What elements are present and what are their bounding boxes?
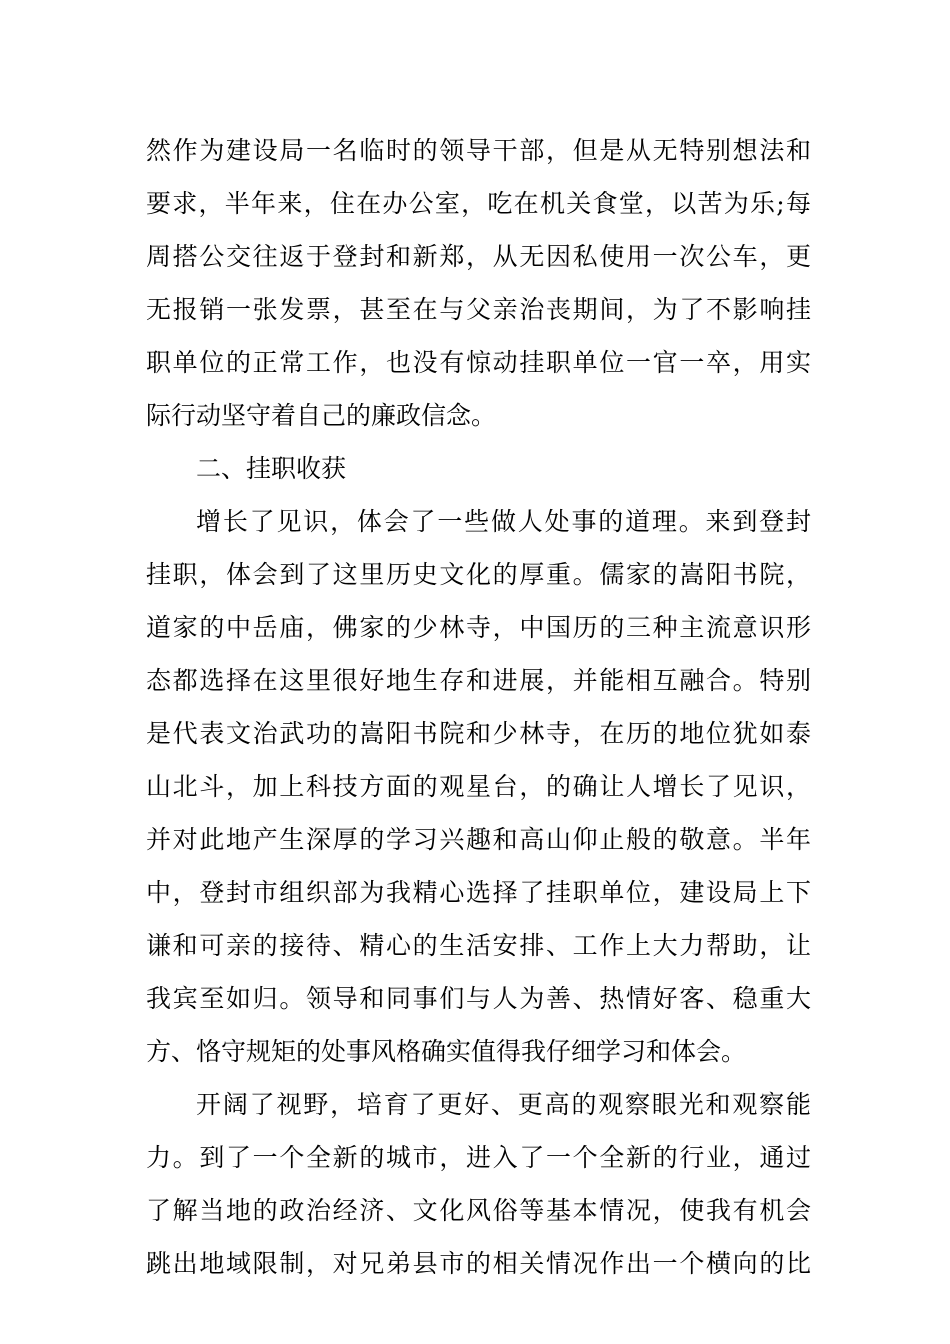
text-line (146, 283, 811, 336)
line-text: 无报销一张发票，甚至在与父亲治丧期间，为了不影响挂 (146, 295, 811, 324)
line-text: 我宾至如归。领导和同事们与人为善、热情好客、稳重大 (146, 984, 811, 1013)
text-line (146, 601, 811, 654)
text-line (146, 813, 811, 866)
line-text: 并对此地产生深厚的学习兴趣和高山仰止般的敬意。半年 (146, 825, 811, 854)
line-text: 态都选择在这里很好地生存和进展，并能相互融合。特别 (146, 666, 811, 695)
text-line (146, 495, 811, 548)
line-text: 道家的中岳庙，佛家的少林寺，中国历的三种主流意识形 (146, 613, 811, 642)
line-text: 方、恪守规矩的处事风格确实值得我仔细学习和体会。 (146, 1037, 747, 1066)
heading-text: 二、挂职收获 (196, 454, 347, 483)
line-text: 职单位的正常工作，也没有惊动挂职单位一官一卒，用实 (146, 348, 811, 377)
text-line (146, 919, 811, 972)
text-line (146, 1184, 811, 1237)
text-line (146, 707, 811, 760)
line-text: 力。到了一个全新的城市，进入了一个全新的行业，通过 (146, 1143, 811, 1172)
line-text: 增长了见识，体会了一些做人处事的道理。来到登封 (196, 507, 811, 536)
text-line (146, 760, 811, 813)
line-text: 周搭公交往返于登封和新郑，从无因私使用一次公车，更 (146, 242, 811, 271)
text-line (146, 177, 811, 230)
line-text: 是代表文治武功的嵩阳书院和少林寺，在历的地位犹如泰 (146, 719, 811, 748)
line-text: 然作为建设局一名临时的领导干部，但是从无特别想法和 (146, 136, 811, 165)
line-text: 开阔了视野，培育了更好、更高的观察眼光和观察能 (196, 1090, 811, 1119)
text-line (146, 1131, 811, 1184)
line-text: 谦和可亲的接待、精心的生活安排、工作上大力帮助，让 (146, 931, 811, 960)
text-line (146, 124, 811, 177)
line-text: 中，登封市组织部为我精心选择了挂职单位，建设局上下 (146, 878, 811, 907)
text-line (146, 389, 811, 442)
text-line (146, 654, 811, 707)
body-text (146, 124, 811, 1290)
text-line (146, 1025, 811, 1078)
text-line (146, 230, 811, 283)
text-line (146, 336, 811, 389)
text-line (146, 1078, 811, 1131)
line-text: 挂职，体会到了这里历史文化的厚重。儒家的嵩阳书院， (146, 560, 811, 589)
text-line (146, 972, 811, 1025)
text-line (146, 1237, 811, 1290)
text-line (146, 866, 811, 919)
text-line (146, 548, 811, 601)
section-heading (146, 442, 811, 495)
line-text: 际行动坚守着自己的廉政信念。 (146, 401, 497, 430)
line-text: 了解当地的政治经济、文化风俗等基本情况，使我有机会 (146, 1196, 811, 1225)
line-text: 跳出地域限制，对兄弟县市的相关情况作出一个横向的比 (146, 1249, 811, 1278)
line-text: 要求，半年来，住在办公室，吃在机关食堂，以苦为乐;每 (146, 189, 811, 218)
line-text: 山北斗，加上科技方面的观星台，的确让人增长了见识， (146, 772, 811, 801)
